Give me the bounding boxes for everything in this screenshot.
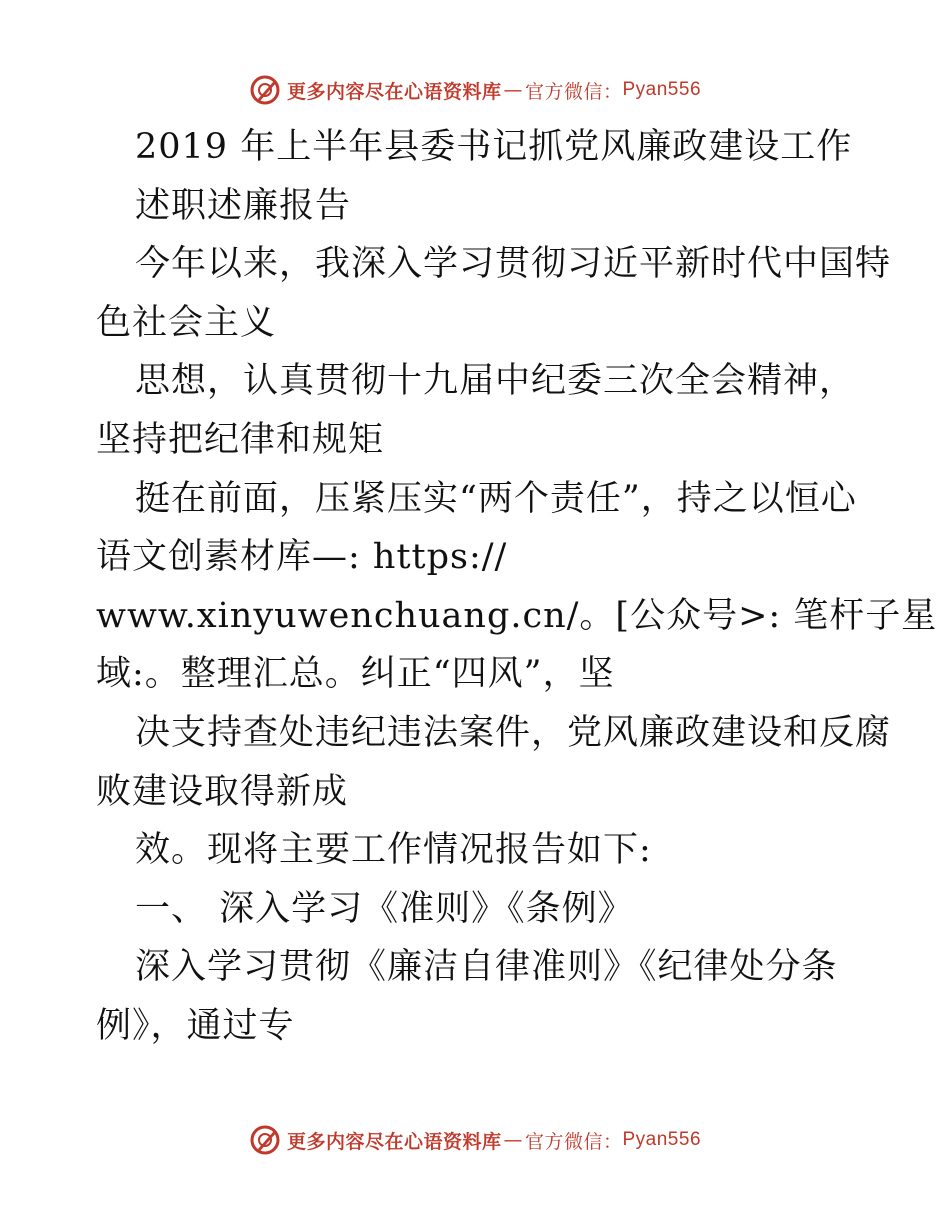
- body-text-line: 效。现将主要工作情况报告如下:: [135, 830, 652, 871]
- document-body: [96, 118, 938, 1056]
- watermark-wechat-id: Pyan556: [622, 79, 702, 100]
- pen-logo-icon: [249, 1124, 281, 1156]
- watermark-wechat-id: Pyan556: [622, 1129, 702, 1150]
- body-text-line: www.xinyuwenchuang.cn/。[公众号>: 笔杆子星: [96, 595, 938, 636]
- body-text-line: 语文创素材库—: https://: [96, 537, 508, 578]
- body-text-line: 例》，通过专: [96, 1005, 295, 1046]
- body-text-line: 述职述廉报告: [135, 185, 352, 226]
- header-watermark: [0, 70, 950, 110]
- body-text-line: 深入学习贯彻《廉洁自律准则》《纪律处分条: [135, 947, 838, 988]
- body-text-line: 败建设取得新成: [96, 771, 349, 812]
- watermark-site-text: 更多内容尽在心语资料库: [286, 80, 502, 103]
- watermark-site-text: 更多内容尽在心语资料库: [286, 1130, 502, 1153]
- body-text-line: 2019 年上半年县委书记抓党风廉政建设工作: [135, 127, 853, 167]
- body-text-line: 挺在前面，压紧压实“两个责任”，持之以恒心: [135, 478, 857, 519]
- watermark-separator: —: [503, 79, 523, 101]
- body-text-line: 色社会主义: [96, 302, 277, 343]
- body-text-line: 今年以来，我深入学习贯彻习近平新时代中国特: [135, 244, 892, 285]
- body-text-line: 决支持查处违纪违法案件，党风廉政建设和反腐: [135, 712, 892, 753]
- footer-watermark: [0, 1120, 950, 1160]
- body-text-line: 坚持把纪律和规矩: [96, 419, 385, 460]
- body-text-line: 思想，认真贯彻十九届中纪委三次全会精神，: [135, 361, 856, 402]
- watermark-wechat-label: 官方微信：: [524, 1130, 623, 1153]
- watermark-wechat-label: 官方微信：: [524, 80, 623, 103]
- watermark-separator: —: [503, 1129, 523, 1151]
- body-text-line: 一、 深入学习《准则》《条例》: [135, 888, 634, 929]
- body-text-line: 域:。整理汇总。纠正“四风”，坚: [96, 654, 615, 695]
- pen-logo-icon: [249, 74, 281, 106]
